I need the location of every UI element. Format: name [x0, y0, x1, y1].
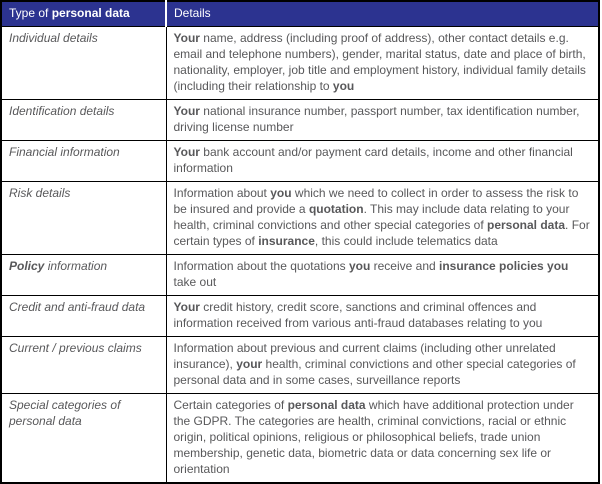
text-run: Individual details [9, 31, 98, 45]
text-run: health, criminal convictions and other special categories of personal data and in some cases, surveillance reports [173, 357, 576, 387]
bold-text-run: Your [173, 300, 200, 314]
bold-text-run: you [348, 259, 371, 273]
bold-text-run: insurance [258, 234, 315, 248]
type-cell [1, 182, 166, 255]
text-run: Special categories of personal data [9, 398, 121, 428]
bold-text-run: Your [173, 104, 200, 118]
bold-text-run: you [270, 186, 292, 200]
text-run: Information about [173, 186, 271, 200]
text-run: take out [173, 275, 217, 289]
table-row [1, 296, 599, 337]
type-cell [1, 337, 166, 394]
text-run: Information about previous and current claims (including other unrelated insurance), [173, 341, 556, 371]
text-run: . This may include data relating to your health, criminal convictions and other special categories of [173, 202, 570, 232]
text-run: bank account and/or payment card details, income and other financial information [173, 145, 573, 175]
bold-text-run: insurance policies you [439, 259, 569, 273]
text-run: credit history, credit score, sanctions and criminal offences and information received from various anti-fraud databases relating to you [173, 300, 543, 330]
details-cell [166, 255, 599, 296]
header-row [1, 1, 599, 27]
header-cell-details [166, 1, 599, 27]
bold-text-run: Your [173, 31, 200, 45]
text-run: Risk details [9, 186, 71, 200]
details-cell [166, 337, 599, 394]
details-cell [166, 182, 599, 255]
table-row [1, 255, 599, 296]
bold-text-run: quotation [308, 202, 364, 216]
details-cell [166, 100, 599, 141]
text-run: Financial information [9, 145, 120, 159]
type-cell [1, 255, 166, 296]
header-cell-type [1, 1, 166, 27]
text-run: information [44, 259, 108, 273]
table-body [1, 27, 599, 484]
type-cell [1, 296, 166, 337]
table-row [1, 394, 599, 484]
text-run: Type of [9, 6, 52, 20]
text-run: . For certain types of [173, 218, 590, 248]
details-cell [166, 27, 599, 100]
text-run: Current / previous claims [9, 341, 142, 355]
text-run: national insurance number, passport number, tax identification number, driving license number [173, 104, 580, 134]
text-run: receive and [370, 259, 440, 273]
table-row [1, 100, 599, 141]
bold-text-run: your [236, 357, 263, 371]
text-run: Information about the quotations [173, 259, 349, 273]
bold-text-run: personal data [287, 398, 366, 412]
bold-text-run: Your [173, 145, 200, 159]
type-cell [1, 100, 166, 141]
text-run: which have additional protection under the GDPR. The categories are health, criminal convictions, racial or ethnic origin, political opinions, religious or philosophical beliefs, trade union membership, genetic data, biometric data or data concerning sex life or orientation [173, 398, 574, 476]
details-cell [166, 141, 599, 182]
table-row [1, 27, 599, 100]
type-cell [1, 141, 166, 182]
bold-text-run: Policy [9, 259, 45, 273]
table-row [1, 141, 599, 182]
table-row [1, 337, 599, 394]
table-header [1, 1, 599, 27]
bold-text-run: personal data [487, 218, 566, 232]
details-cell [166, 394, 599, 484]
bold-text-run: you [332, 79, 355, 93]
text-run: Credit and anti-fraud data [9, 300, 146, 314]
details-cell [166, 296, 599, 337]
type-cell [1, 394, 166, 484]
text-run: Identification details [9, 104, 115, 118]
text-run: Details [174, 6, 211, 20]
text-run: name, address (including proof of address), other contact details e.g. email and telephone numbers), gender, marital status, date and place of birth, nationality, employer, job title and employment history, individual family details (including their relationship to [173, 31, 586, 93]
type-cell [1, 27, 166, 100]
text-run: , this could include telematics data [314, 234, 498, 248]
bold-text-run: personal data [51, 6, 130, 20]
table-row [1, 182, 599, 255]
text-run: Certain categories of [173, 398, 288, 412]
text-run: which we need to collect in order to assess the risk to be insured and provide a [173, 186, 579, 216]
